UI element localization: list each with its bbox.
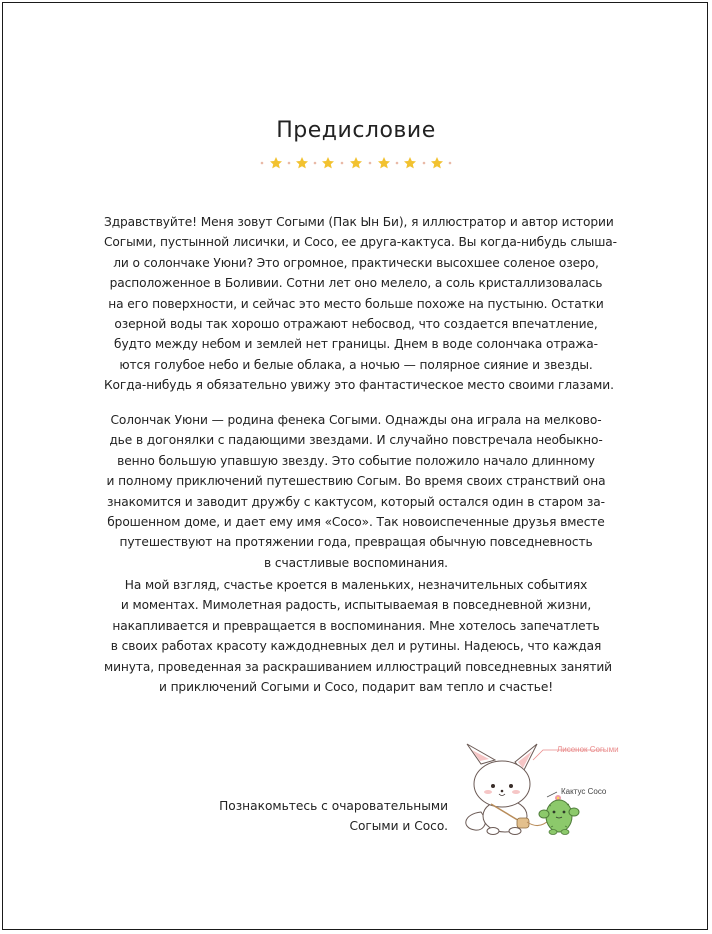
outro-line-1: Познакомьтесь с очаровательными [219,799,448,813]
dot-icon [261,162,264,165]
paragraph-3 [104,575,612,697]
outro-text [180,796,448,836]
text-line: дье в догонялки с падающими звездами. И случайно повстречала необыкно- [109,433,603,448]
paragraph-2 [104,410,608,573]
dot-icon [423,162,426,165]
star-icon [322,157,334,168]
page-title: Предисловие [276,118,436,143]
text-line: Когда-нибудь я обязательно увижу это фантастическое место своими глазами. [104,378,614,393]
text-line: Здравствуйте! Меня зовут Согыми (Пак Ын Би), я иллюстратор и автор истории [104,215,614,229]
dot-icon [449,162,452,165]
star-divider [256,155,456,171]
cactus-pointer-line [547,792,557,797]
fox-icon [466,744,549,835]
star-icon [270,157,282,168]
cactus-label: Кактус Соco [561,787,607,796]
text-line: знакомится и заводит дружбу с кактусом, который остался один в старом за- [107,494,605,509]
text-line: путешествуют на протяжении года, превращая обычную повседневность [119,535,593,550]
dot-icon [396,162,399,165]
text-line: озерной воды так хорошо отражают небосвод, что создается впечатление, [114,317,598,332]
text-line: венно большую упавшую звезду. Это событие положило начало длинному [117,453,595,468]
text-line: и приключений Согыми и Соco, подарит вам тепло и счастье! [158,680,554,695]
text-line: накапливается и превращается в воспоминания. Мне хотелось запечатлеть [112,618,600,633]
text-line: в своих работах красоту каждодневных дел и рутины. Надеюсь, что каждая [110,639,602,654]
text-line: и полному приключений путешествию Согым. Во время своих странствий она [106,474,606,489]
cactus-icon [539,795,579,835]
text-line: минута, проведенная за раскрашиванием иллюстраций повседневных занятий [104,659,612,674]
text-line: и моментах. Мимолетная радость, испытываемая в повседневной жизни, [120,598,592,613]
star-icon [404,157,416,168]
fox-label: Лисенок Согыми [557,745,619,754]
dot-icon [314,162,317,165]
star-icon [296,157,308,168]
star-icon [378,157,390,168]
dot-icon [341,162,344,165]
text-line: брошенном доме, и дает ему имя «Соco». Так новоиспеченные друзья вместе [107,515,605,530]
paragraph-1 [104,212,617,396]
dot-icon [369,162,372,165]
text-line: будто между небом и землей нет границы. Днем в воде солончака отража- [114,337,598,352]
text-line: расположенное в Боливии. Сотни лет оно мелело, а соль кристаллизовалась [109,276,603,291]
text-line: ли о солончаке Уюни? Это огромное, практически высохшее соленое озеро, [113,255,599,270]
text-line: на его поверхности, и сейчас это место больше похоже на пустыню. Остатки [108,296,604,311]
text-line: На мой взгляд, счастье кроется в маленьких, незначительных событиях [124,578,588,592]
text-line: ются голубое небо и белые облака, а ночью — полярное сияние и звезды. [119,357,593,372]
text-line: Солончак Уюни — родина фенека Согыми. Однажды она играла на мелково- [110,413,602,427]
dot-icon [288,162,291,165]
text-line: Согыми, пустынной лисички, и Соco, ее друга-кактуса. Вы когда-нибудь слыша- [104,235,617,250]
star-icon [431,157,443,168]
star-icon [350,157,362,168]
outro-line-2: Согыми и Соco. [349,819,448,833]
text-line: в счастливые воспоминания. [264,555,448,570]
